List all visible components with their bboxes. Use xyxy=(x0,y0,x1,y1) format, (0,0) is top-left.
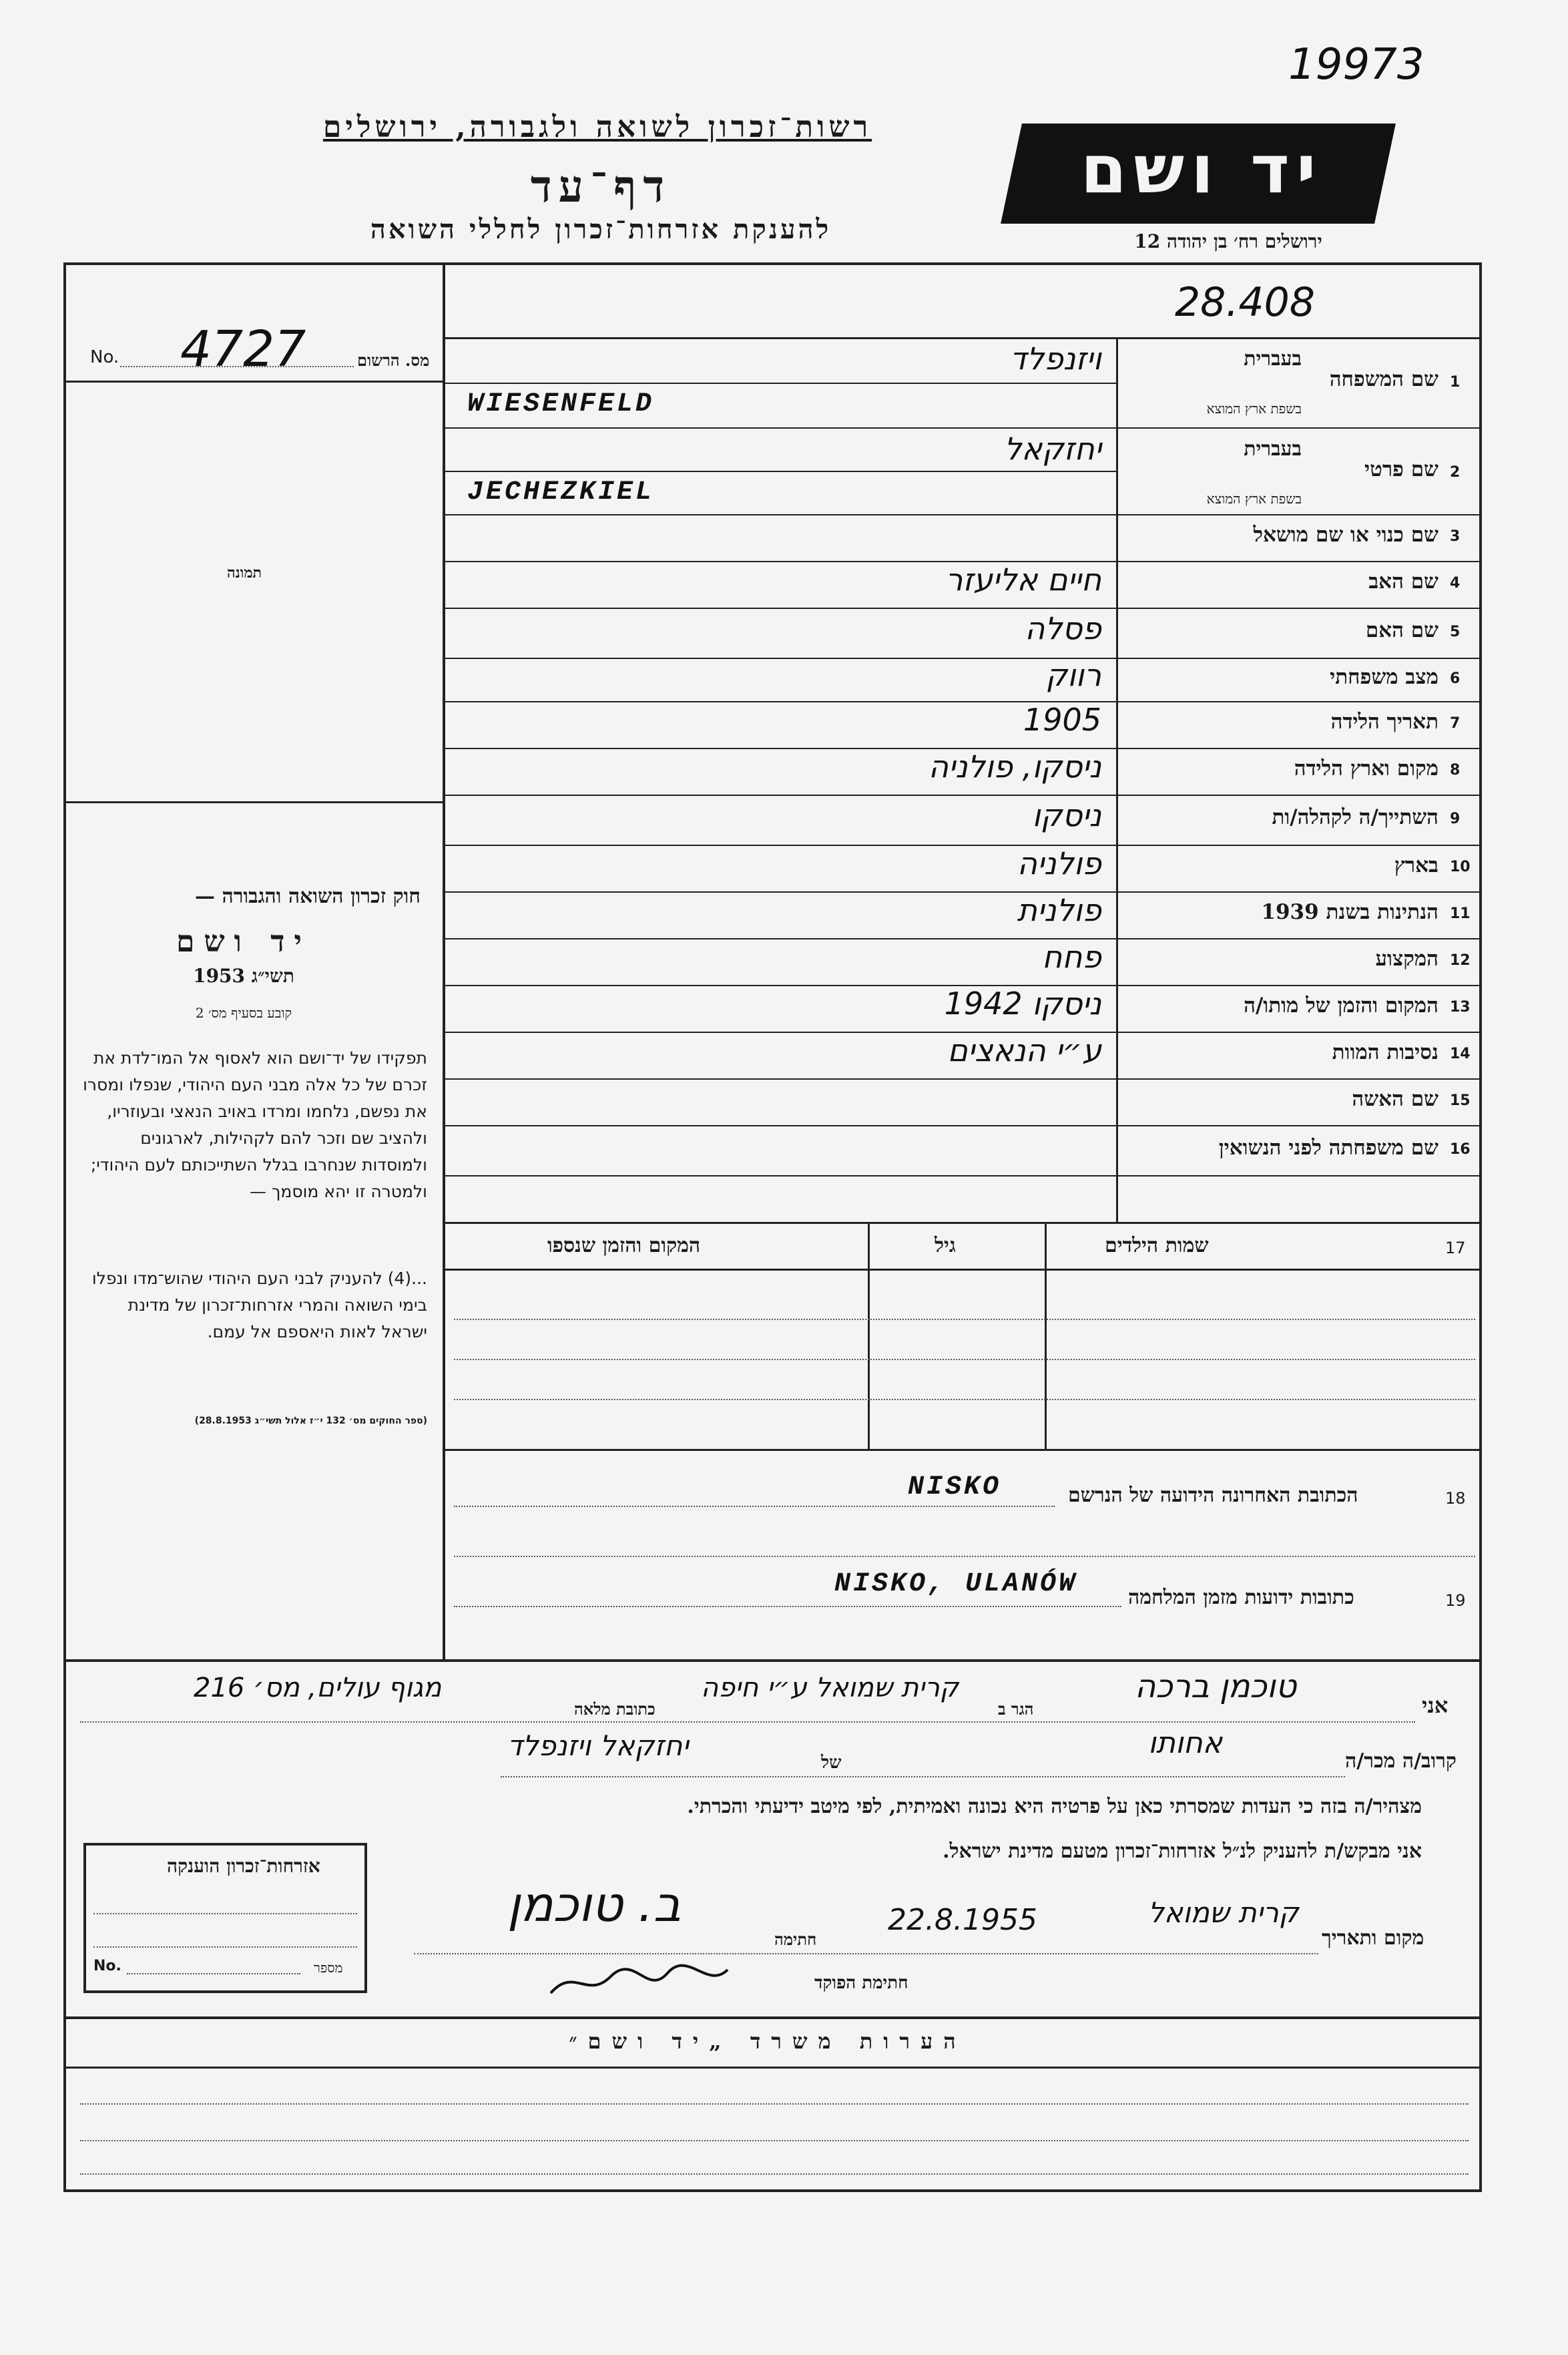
field-label: נסיבות המוות xyxy=(1332,1040,1439,1064)
field-label: שם המשפחה xyxy=(1329,367,1439,391)
full-address-value: מגוף עולים, מס׳ 216 xyxy=(194,1673,442,1703)
place-value: קרית שמואל xyxy=(1148,1896,1299,1929)
form-subtitle: להענקת אזרחות־זכרון לחללי השואה xyxy=(370,214,832,245)
field-label: שם האם xyxy=(1365,618,1439,642)
officer-signature-scribble xyxy=(547,1963,734,2003)
wartime-address-number: 19 xyxy=(1445,1591,1466,1610)
field-number: 15 xyxy=(1450,1092,1471,1109)
relative-value: אחותו xyxy=(1148,1726,1223,1760)
photo-label: תמונה xyxy=(227,564,262,582)
field-number: 5 xyxy=(1450,623,1461,640)
declaration-statement: מצהיר/ה בזה כי העדות שמסרתי כאן על פרטיה היא נכונה ואמיתית, לפי מיטב ידיעתי והכרתי. xyxy=(687,1795,1422,1818)
office-notes-title: הערות משרד „יד ושם״ xyxy=(569,2028,967,2054)
children-field-number: 17 xyxy=(1445,1239,1466,1257)
field-value: פסלה xyxy=(1025,610,1101,646)
law-title: חוק זכרון השואה והגבורה — xyxy=(195,885,421,908)
registration-he-label: מס. הרשום xyxy=(357,351,430,370)
archive-number: 19973 xyxy=(1288,40,1424,89)
last-address-number: 18 xyxy=(1445,1489,1466,1508)
field-number: 4 xyxy=(1450,575,1461,592)
file-number: 28.408 xyxy=(1175,279,1315,326)
field-label: שם פרטי xyxy=(1364,457,1439,481)
field-number: 16 xyxy=(1450,1140,1471,1158)
field-label: מקום וארץ הלידה xyxy=(1294,757,1439,781)
field-sublabel-hebrew: בעברית xyxy=(1244,437,1302,461)
field-value: יחזקאל xyxy=(1004,431,1101,467)
field-number: 12 xyxy=(1450,952,1471,969)
signature-label: חתימה xyxy=(774,1930,817,1949)
authority-name: רשות־זכרון לשואה ולגבורה, ירושלים xyxy=(322,110,872,144)
field-label: שם האשה xyxy=(1352,1087,1439,1111)
wartime-address-value: NISKO, ULANÓW xyxy=(834,1569,1078,1599)
field-label: בארץ xyxy=(1394,853,1439,877)
law-citation: (ספר החוקים מס׳ 132 י״ז אלול תשי״ג 28.8.1953) xyxy=(194,1416,427,1426)
field-sublabel-origin: בשפת ארץ המוצא xyxy=(1206,491,1302,507)
citizenship-request: אני מבקש/ת להעניק לנ״ל אזרחות־זכרון מטעם מדינת ישראל. xyxy=(943,1840,1422,1863)
signature-value: ב. טוכמן xyxy=(507,1876,682,1932)
field-number: 14 xyxy=(1450,1046,1471,1062)
place-date-label: מקום ותאריך xyxy=(1322,1926,1424,1950)
field-number: 1 xyxy=(1450,374,1461,391)
law-name: יד ושם xyxy=(176,925,311,959)
children-age-header: גיל xyxy=(935,1234,956,1257)
field-label: תאריך הלידה xyxy=(1330,710,1439,734)
form-title: דף־עד xyxy=(530,160,672,212)
resides-value: קרית שמואל ע״י חיפה xyxy=(701,1673,959,1703)
logo-address: ירושלים רח׳ בן יהודה 12 xyxy=(1134,230,1322,252)
logo-text: יד ושם xyxy=(1080,130,1323,208)
field-value: פולניה xyxy=(1017,845,1101,881)
field-value: ע״י הנאצים xyxy=(947,1032,1101,1068)
field-value-latin: JECHEZKIEL xyxy=(467,477,655,507)
field-number: 10 xyxy=(1450,859,1471,875)
of-value: יחזקאל ויזנפלד xyxy=(507,1729,689,1762)
field-label: שם משפחתה לפני הנשואין xyxy=(1218,1135,1439,1160)
field-value: חיים אליעזר xyxy=(945,562,1101,598)
relative-label: קרוב/ה מכר/ה xyxy=(1345,1749,1457,1773)
field-number: 13 xyxy=(1450,999,1471,1016)
field-number: 3 xyxy=(1450,528,1461,545)
field-value: פחח xyxy=(1042,939,1101,975)
field-value: פולנית xyxy=(1017,892,1101,928)
field-value: ניסקו xyxy=(1032,797,1101,833)
field-sublabel-origin: בשפת ארץ המוצא xyxy=(1206,401,1302,417)
officer-signature-label: חתימת הפוקד xyxy=(814,1973,908,1993)
field-label: המקצוע xyxy=(1375,947,1439,971)
law-paragraph-2: ...(4) להעניק לבני העם היהודי שהוש־מדו ונפלו בימי השואה והמרי אזרחות־זכרון של מדינת ישראל לאות היאספם אל עמם. xyxy=(91,1269,427,1341)
wartime-address-label: כתובות ידועות מזמן המלחמה xyxy=(1128,1586,1354,1609)
field-label: המקום והזמן של מותו/ה xyxy=(1244,994,1439,1018)
law-paragraph-1: תפקידו של יד־ושם הוא לאסוף אל המו־לדת את זכרם של כל אלה מבני העם היהודי, שנפלו ומסרו את נפשם, נלחמו ומרדו באויב הנאצי ובעוזריו, ולהציב שם וזכר להם לקהילות, לארגונים ולמוסדות שנחרבו בגלל השתייכותם לעם היהודי; ולמטרה זו יהא מוסמך — xyxy=(83,1048,427,1201)
field-number: 2 xyxy=(1450,464,1461,481)
declarant-label: אני xyxy=(1422,1693,1449,1718)
last-address-value: NISKO xyxy=(908,1472,1002,1502)
field-number: 9 xyxy=(1450,810,1461,827)
field-value-latin: WIESENFELD xyxy=(467,389,655,419)
law-clause: קובע בסעיף מס׳ 2 xyxy=(195,1005,292,1021)
children-names-header: שמות הילדים xyxy=(1105,1234,1209,1257)
field-label: הנתינות בשנת 1939 xyxy=(1261,900,1439,924)
full-address-label: כתובת מלאה xyxy=(574,1699,656,1719)
children-place-header: המקום והזמן שנספו xyxy=(547,1234,701,1257)
law-year: תשי״ג 1953 xyxy=(193,965,294,987)
last-address-label: הכתובת האחרונה הידועה של הנרשם xyxy=(1068,1484,1358,1507)
field-label: שם כנוי או שם מושאל xyxy=(1253,523,1439,547)
field-value: ויזנפלד xyxy=(1009,341,1101,377)
field-value: ניסקו 1942 xyxy=(944,986,1101,1022)
citizenship-no-label: No. xyxy=(93,1958,121,1974)
field-number: 11 xyxy=(1450,905,1471,922)
field-label: מצב משפחתי xyxy=(1330,664,1439,689)
field-value: רווק xyxy=(1045,656,1101,693)
citizenship-box-title: אזרחות־זכרון הוענקה xyxy=(167,1855,320,1877)
registration-number: 4727 xyxy=(180,320,306,378)
field-label: השתייך/ה לקהלה/ות xyxy=(1272,805,1439,829)
field-number: 8 xyxy=(1450,762,1461,779)
field-label: שם האב xyxy=(1368,570,1439,594)
date-value: 22.8.1955 xyxy=(888,1903,1037,1937)
field-value: ניסקו, פולניה xyxy=(928,748,1101,785)
field-number: 6 xyxy=(1450,670,1461,687)
of-label: של xyxy=(821,1753,842,1773)
registration-no-label: No. xyxy=(90,347,119,367)
field-number: 7 xyxy=(1450,715,1461,732)
citizenship-no-he: מספר xyxy=(314,1960,343,1976)
field-value: 1905 xyxy=(1023,702,1101,738)
declarant-name: טוכמן ברכה xyxy=(1135,1668,1297,1705)
resides-label: הגר ב xyxy=(998,1699,1034,1719)
field-sublabel-hebrew: בעברית xyxy=(1244,347,1302,371)
